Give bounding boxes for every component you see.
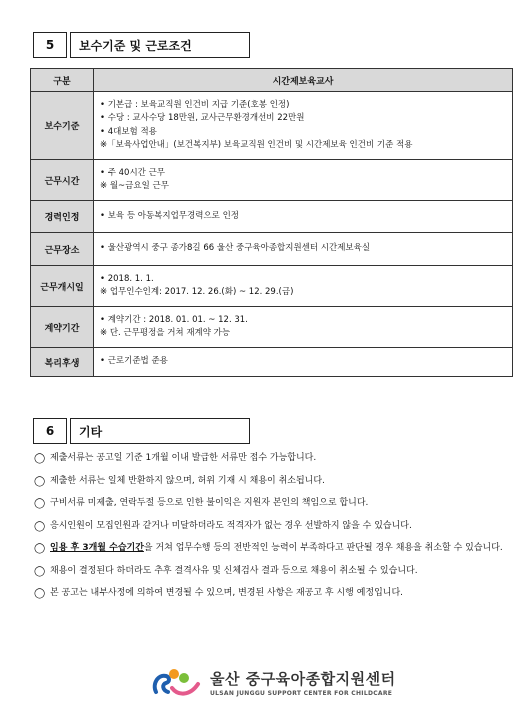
note-text: 제출한 서류는 일체 반환하지 않으며, 허위 기재 시 채용이 취소됩니다. — [50, 475, 325, 486]
row-content — [94, 201, 513, 233]
row-label: 보수기준 — [31, 92, 94, 160]
row-label: 근무장소 — [31, 233, 94, 266]
content-line: • 수당 : 교사수당 18만원, 교사근무환경개선비 22만원 — [100, 113, 305, 123]
row-content — [94, 266, 513, 307]
section-number: 6 — [33, 418, 67, 444]
row-content — [94, 348, 513, 377]
section-title: 기타 — [70, 418, 250, 444]
list-item — [34, 497, 514, 510]
circle-bullet-icon: ◯ — [34, 498, 46, 509]
circle-bullet-icon: ◯ — [34, 520, 46, 532]
content-line: • 2018. 1. 1. — [100, 273, 154, 284]
section-number: 5 — [33, 32, 67, 58]
circle-bullet-icon: ◯ — [34, 475, 46, 487]
center-name-korean: 울산 중구육아종합지원센터 — [210, 669, 396, 688]
center-logo — [150, 664, 396, 700]
row-content — [94, 233, 513, 266]
list-item — [34, 542, 514, 555]
table-row — [31, 348, 513, 377]
circle-bullet-icon: ◯ — [34, 543, 46, 554]
content-line: • 4대보험 적용 — [100, 126, 157, 137]
content-line: ※ 업무인수인계: 2017. 12. 26.(화) ~ 12. 29.(금) — [100, 287, 294, 297]
content-line: • 계약기간 : 2018. 01. 01. ~ 12. 31. — [100, 314, 248, 325]
table-row — [31, 266, 513, 307]
row-content — [94, 92, 513, 160]
notes-list — [34, 452, 514, 610]
content-line: • 근로기준법 준용 — [100, 356, 168, 367]
list-item — [34, 565, 514, 578]
circle-bullet-icon: ◯ — [34, 565, 46, 577]
list-item — [34, 520, 514, 533]
row-label: 복리후생 — [31, 348, 94, 377]
row-content — [94, 307, 513, 348]
row-label: 계약기간 — [31, 307, 94, 348]
note-text: 채용이 결정된다 하더라도 추후 결격사유 및 신체검사 결과 등으로 채용이 취소될 수 있습니다. — [50, 565, 418, 576]
circle-bullet-icon: ◯ — [34, 453, 46, 464]
section-6-header — [33, 418, 250, 444]
table-row — [31, 233, 513, 266]
section-title: 보수기준 및 근로조건 — [70, 32, 250, 58]
table-header-row — [31, 69, 513, 92]
list-item — [34, 475, 514, 488]
content-line: ※ 단. 근무평정을 거쳐 재계약 가능 — [100, 328, 231, 338]
row-label: 경력인정 — [31, 201, 94, 233]
childcare-center-logo-icon — [150, 664, 204, 700]
row-label: 근무개시일 — [31, 266, 94, 307]
content-line: • 주 40시간 근무 — [100, 167, 165, 178]
content-line: ※ 월~금요일 근무 — [100, 181, 169, 191]
table-row — [31, 160, 513, 201]
column-header-category: 구분 — [31, 69, 94, 92]
note-text: 제출서류는 공고일 기준 1개월 이내 발급한 서류만 접수 가능합니다. — [50, 453, 317, 463]
content-line: • 울산광역시 중구 종가8길 66 울산 중구육아종합지원센터 시간제보육실 — [100, 243, 371, 254]
content-line: • 보육 등 아동복지업무경력으로 인정 — [100, 210, 239, 221]
note-text: 구비서류 미제출, 연락두절 등으로 인한 불이익은 지원자 본인의 책임으로 합니다. — [50, 498, 369, 508]
note-text-rest: 을 거쳐 업무수행 등의 전반적인 능력이 부족하다고 판단될 경우 채용을 취소할 수 있습니다. — [143, 543, 503, 553]
row-label: 근무시간 — [31, 160, 94, 201]
probation-emphasis: 임용 후 3개월 수습기간 — [50, 543, 144, 553]
circle-bullet-icon: ◯ — [34, 588, 46, 599]
note-text — [50, 542, 514, 555]
working-conditions-table — [30, 68, 513, 377]
list-item — [34, 452, 514, 465]
list-item — [34, 587, 514, 600]
table-row — [31, 201, 513, 233]
column-header-position: 시간제보육교사 — [94, 69, 513, 92]
note-text: 본 공고는 내부사정에 의하여 변경될 수 있으며, 변경된 사항은 재공고 후 시행 예정입니다. — [50, 588, 404, 598]
center-name-english: ULSAN JUNGGU SUPPORT CENTER FOR CHILDCARE — [210, 689, 393, 697]
table-row — [31, 92, 513, 160]
note-text: 응시인원이 모집인원과 같거나 미달하더라도 적격자가 없는 경우 선발하지 않을 수 있습니다. — [50, 520, 412, 531]
content-line: ※「보육사업안내」(보건복지부) 보육교직원 인건비 및 시간제보육 인건비 기준 적용 — [100, 140, 413, 150]
row-content — [94, 160, 513, 201]
section-5-header — [33, 32, 250, 58]
table-row — [31, 307, 513, 348]
content-line: • 기본급 : 보육교직원 인건비 지급 기준(호봉 인정) — [100, 99, 290, 110]
